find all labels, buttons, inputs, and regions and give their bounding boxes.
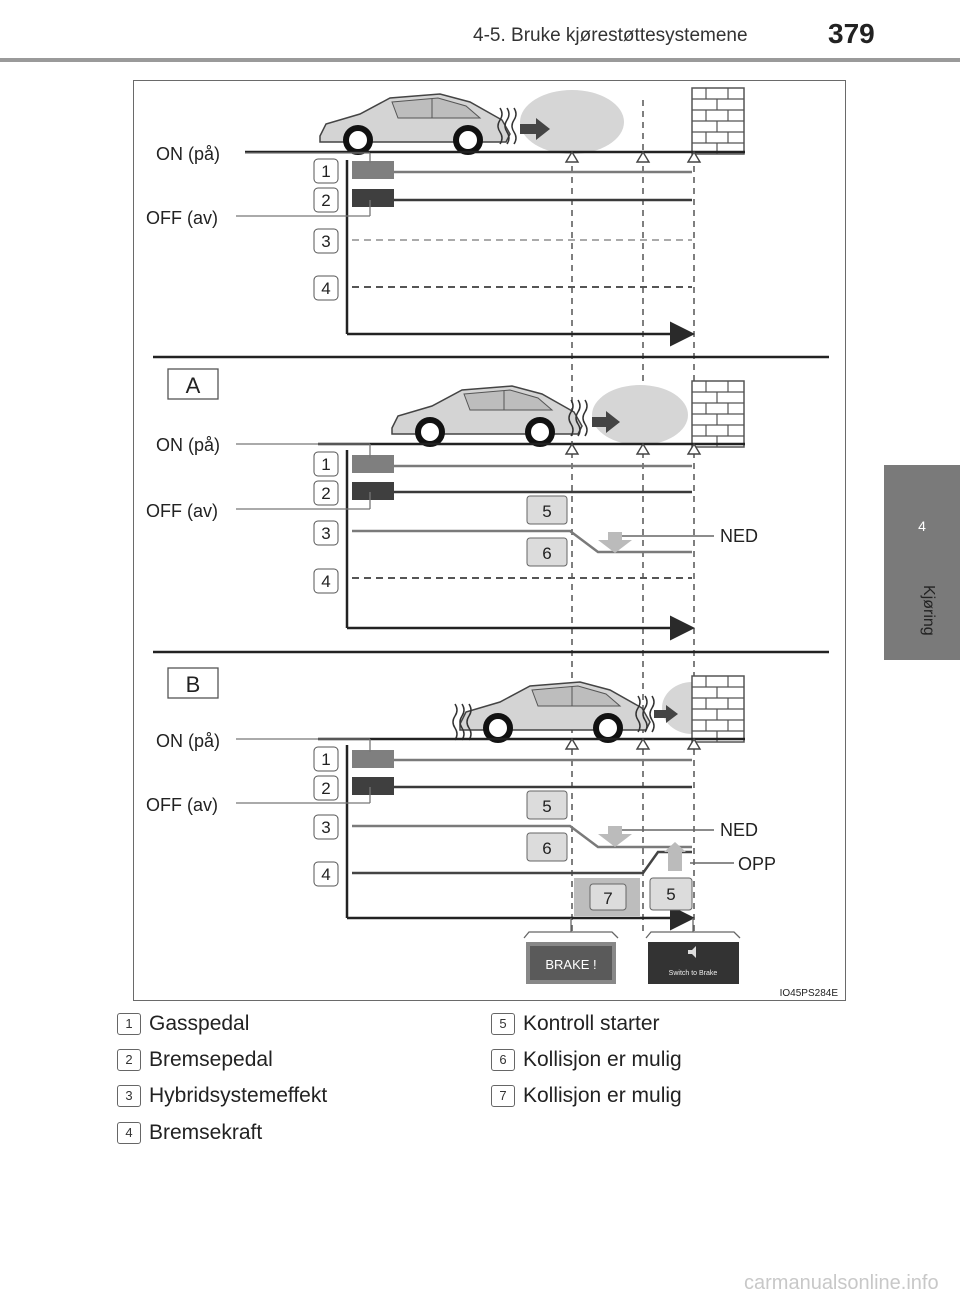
panel-b	[168, 668, 745, 938]
a-off-label: OFF (av)	[146, 501, 218, 521]
b-marker-5: 5	[542, 797, 552, 816]
top-marker-2: 2	[321, 191, 331, 210]
b-marker-1: 1	[321, 750, 331, 769]
chapter-label: Kjøring	[920, 585, 937, 636]
b-marker-6: 6	[542, 839, 552, 858]
watermark[interactable]: carmanualsonline.info	[744, 1272, 939, 1294]
chapter-number: 4	[918, 518, 926, 534]
b-marker-7: 7	[603, 889, 613, 908]
legend-badge: 1	[117, 1013, 141, 1035]
top-on-label: ON (på)	[156, 144, 221, 164]
a-marker-4: 4	[321, 572, 331, 591]
b-marker-4: 4	[321, 865, 331, 884]
a-on-label: ON (på)	[156, 435, 221, 455]
legend-badge: 6	[491, 1049, 515, 1071]
legend-badge: 4	[117, 1122, 141, 1144]
b-ned-label: NED	[720, 820, 759, 840]
legend-badge: 2	[117, 1049, 141, 1071]
top-marker-4: 4	[321, 279, 331, 298]
switch-to-brake-screen	[648, 942, 739, 984]
legend-item-1	[117, 1012, 249, 1036]
panel-a-label: A	[185, 373, 201, 398]
b-off-label: OFF (av)	[146, 795, 218, 815]
legend-item-2	[117, 1048, 273, 1072]
b-marker-2: 2	[321, 779, 331, 798]
panel-top	[236, 88, 745, 334]
legend-item-7	[491, 1084, 682, 1108]
legend-item-6	[491, 1048, 682, 1072]
figure-code: IO45PS284E	[779, 988, 838, 999]
a-marker-3: 3	[321, 524, 331, 543]
legend-badge: 3	[117, 1085, 141, 1107]
panel-b-label: B	[185, 672, 201, 697]
a-marker-1: 1	[321, 455, 331, 474]
b-marker-3: 3	[321, 818, 331, 837]
panel-a	[168, 369, 745, 628]
a-marker-6: 6	[542, 544, 552, 563]
legend-badge: 5	[491, 1013, 515, 1035]
top-off-label: OFF (av)	[146, 208, 218, 228]
switch-to-brake-text: Switch to Brake	[668, 970, 718, 977]
legend-text: Kollisjon er mulig	[523, 1084, 682, 1107]
a-marker-2: 2	[321, 484, 331, 503]
legend-item-5	[491, 1012, 660, 1036]
top-marker-1: 1	[321, 162, 331, 181]
b-opp-label: OPP	[738, 854, 777, 874]
legend-text: Hybridsystemeffekt	[149, 1084, 328, 1107]
brake-screen-text: BRAKE !	[545, 957, 597, 972]
a-ned-label: NED	[720, 526, 759, 546]
legend-text: Bremsepedal	[149, 1048, 273, 1071]
legend-item-3	[117, 1084, 327, 1108]
legend-text: Gasspedal	[149, 1012, 250, 1035]
b-marker-5b: 5	[666, 885, 676, 904]
page-number: 379	[828, 18, 875, 49]
legend-item-4	[117, 1121, 262, 1145]
a-marker-5: 5	[542, 502, 552, 521]
b-on-label: ON (på)	[156, 731, 221, 751]
top-marker-3: 3	[321, 232, 331, 251]
legend-text: Kollisjon er mulig	[523, 1048, 682, 1071]
legend-text: Bremsekraft	[149, 1121, 263, 1144]
legend-text: Kontroll starter	[523, 1012, 660, 1035]
section-title: 4-5. Bruke kjørestøttesystemene	[473, 25, 748, 46]
legend-badge: 7	[491, 1085, 515, 1107]
